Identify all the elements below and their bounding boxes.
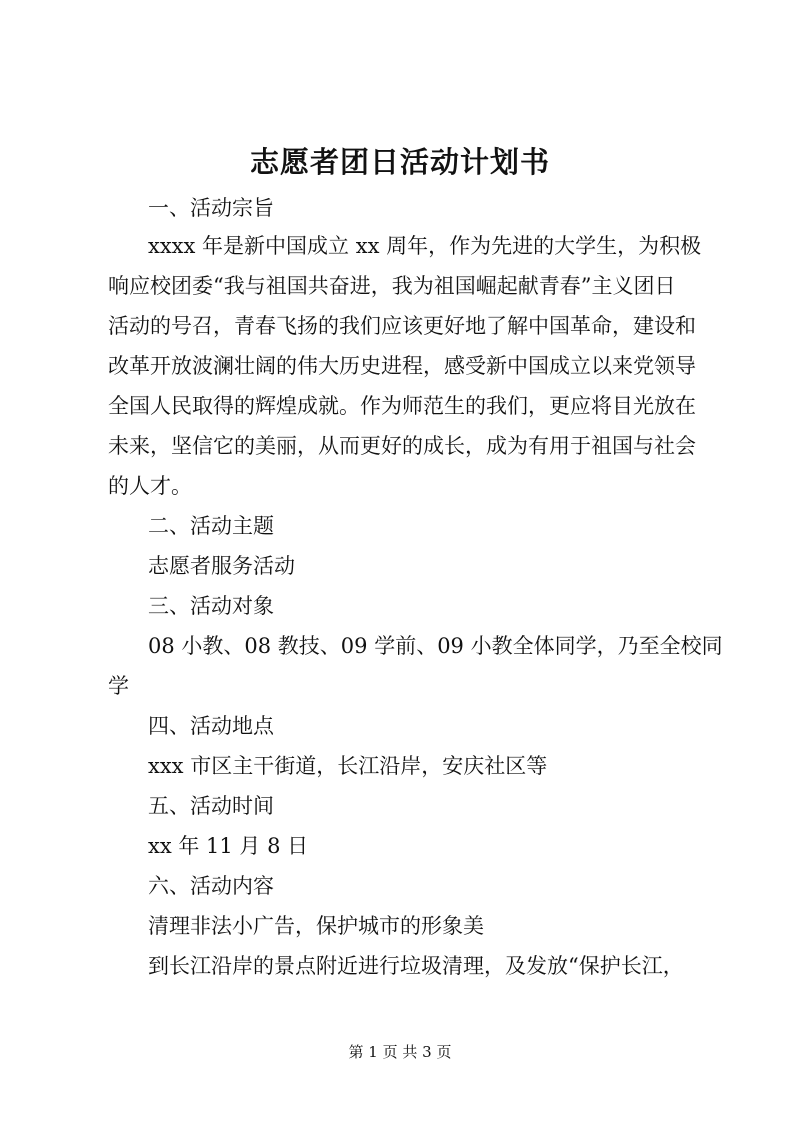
content-item-2: 到长江沿岸的景点附近进行垃圾清理，及发放“保护长江， — [148, 954, 684, 978]
section-heading-theme: 二、活动主题 — [148, 514, 274, 538]
purpose-paragraph-line-6: 未来，坚信它的美丽，从而更好的成长，成为有用于祖国与社会 — [108, 434, 696, 458]
theme-text: 志愿者服务活动 — [148, 554, 295, 578]
purpose-paragraph-line-2: 响应校团委“我与祖国共奋进，我为祖国崛起献青春”主义团日 — [108, 274, 676, 298]
section-heading-location: 四、活动地点 — [148, 714, 274, 738]
purpose-paragraph-line-5: 全国人民取得的辉煌成就。作为师范生的我们，更应将目光放在 — [108, 394, 696, 418]
document-title: 志愿者团日活动计划书 — [249, 145, 550, 179]
section-heading-purpose: 一、活动宗旨 — [148, 196, 274, 220]
section-heading-time: 五、活动时间 — [148, 794, 274, 818]
content-item-1: 清理非法小广告，保护城市的形象美 — [148, 914, 484, 938]
section-heading-content: 六、活动内容 — [148, 874, 274, 898]
time-text: xx 年 11 月 8 日 — [148, 834, 309, 858]
purpose-paragraph-line-1: xxxx 年是新中国成立 xx 周年，作为先进的大学生，为积极 — [148, 234, 702, 258]
section-heading-audience: 三、活动对象 — [148, 594, 274, 618]
purpose-paragraph-line-4: 改革开放波澜壮阔的伟大历史进程，感受新中国成立以来党领导 — [108, 354, 696, 378]
location-text: xxx 市区主干街道，长江沿岸，安庆社区等 — [148, 754, 548, 778]
audience-text-line-1: 08 小教、08 教技、09 学前、09 小教全体同学，乃至全校同 — [148, 634, 723, 658]
purpose-paragraph-line-3: 活动的号召，青春飞扬的我们应该更好地了解中国革命，建设和 — [108, 314, 696, 338]
audience-text-line-2: 学 — [108, 674, 129, 698]
purpose-paragraph-line-7: 的人才。 — [108, 474, 192, 498]
page-number-footer: 第 1 页 共 3 页 — [348, 1043, 452, 1061]
